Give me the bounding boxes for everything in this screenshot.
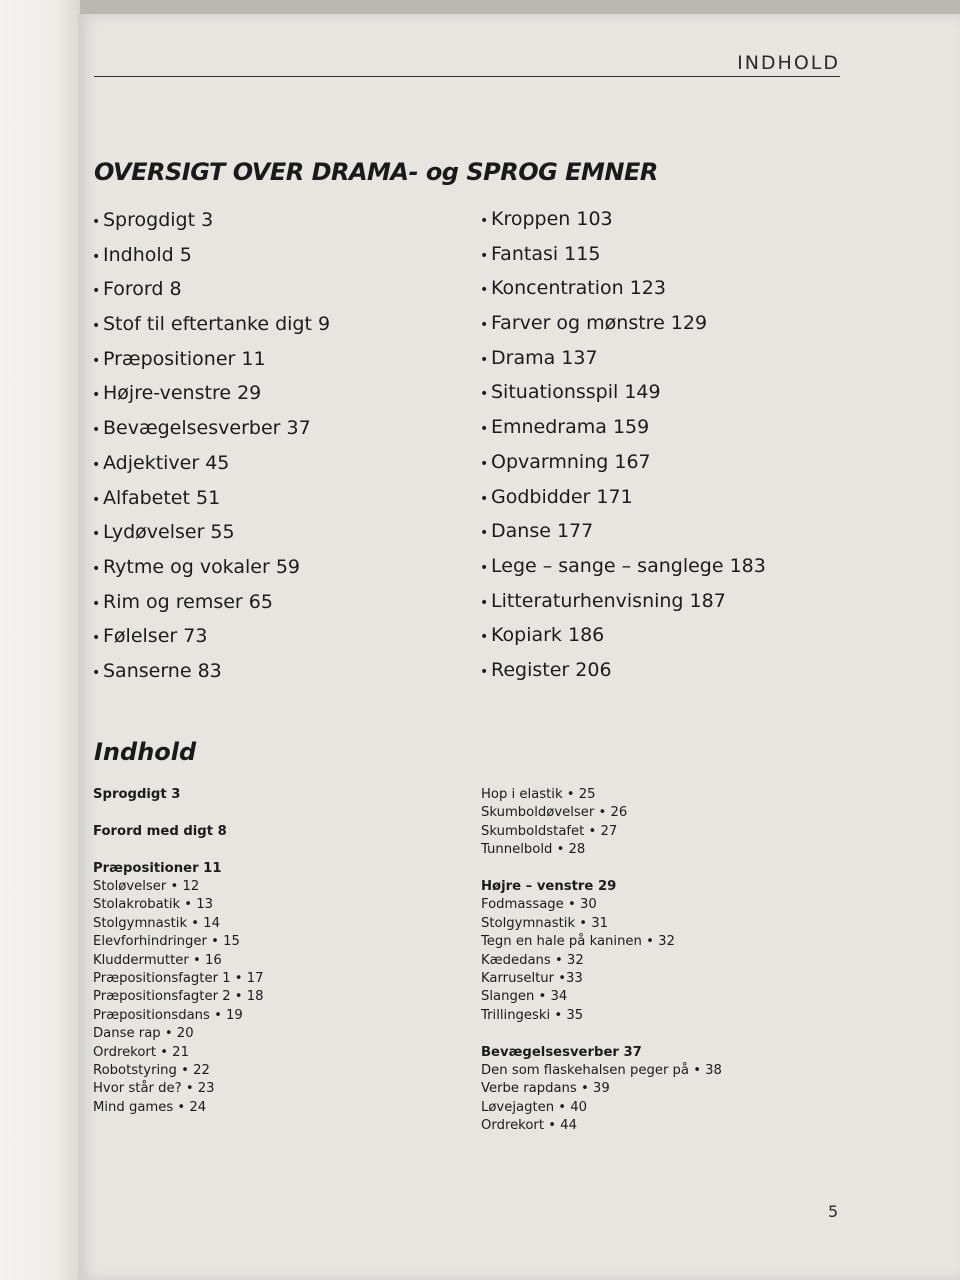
- topic-item: • Rytme og vokaler 59: [92, 550, 330, 585]
- running-head: INDHOLD: [94, 54, 840, 77]
- toc-entry: Stoløvelser • 12: [93, 879, 200, 894]
- bullet-icon: •: [92, 318, 101, 335]
- topic-item: • Sprogdigt 3: [92, 203, 330, 238]
- topic-item: • Stof til eftertanke digt 9: [92, 307, 330, 342]
- toc-entry: Skumboldøvelser • 26: [481, 805, 628, 821]
- topic-item: • Højre-venstre 29: [92, 376, 330, 411]
- toc-heading: Forord med digt 8: [93, 823, 227, 839]
- topic-list-right: [480, 202, 766, 688]
- topic-item: • Sanserne 83: [92, 654, 330, 689]
- bullet-icon: •: [480, 247, 489, 264]
- toc-entry: Karruseltur •33: [481, 971, 583, 987]
- indhold-title: Indhold: [94, 738, 197, 766]
- bullet-icon: •: [92, 664, 101, 681]
- bullet-icon: •: [480, 663, 489, 680]
- toc-entry: Hvor står de? • 23: [93, 1081, 215, 1097]
- page-number: 5: [828, 1202, 839, 1221]
- bullet-icon: •: [480, 559, 489, 576]
- bullet-icon: •: [92, 387, 101, 404]
- toc-entry: Stolgymnastik • 31: [481, 915, 609, 931]
- toc-entry: Mind games • 24: [93, 1099, 207, 1115]
- topic-item: • Situationsspil 149: [480, 375, 766, 410]
- toc-heading: Sprogdigt 3: [93, 787, 181, 802]
- bullet-icon: •: [92, 456, 101, 473]
- toc-entry: Hop i elastik • 25: [481, 787, 596, 802]
- topic-item: • Forord 8: [92, 272, 330, 307]
- topic-item: • Farver og mønstre 129: [480, 306, 766, 341]
- toc-entry: Elevforhindringer • 15: [93, 934, 240, 950]
- bullet-icon: •: [480, 213, 489, 229]
- topic-item: • Emnedrama 159: [480, 410, 766, 445]
- facing-page-edge: [0, 0, 80, 1280]
- topic-item: • Indhold 5: [92, 238, 330, 273]
- toc-entry: Ordrekort • 21: [93, 1044, 189, 1060]
- topic-item: • Kopiark 186: [480, 618, 766, 653]
- toc-column-right: [481, 786, 722, 1136]
- bullet-icon: •: [92, 595, 101, 612]
- topic-item: • Koncentration 123: [480, 271, 766, 306]
- toc-entry: Stolgymnastik • 14: [93, 915, 221, 931]
- toc-heading: Præpositioner 11: [93, 860, 222, 876]
- toc-entry: Skumboldstafet • 27: [481, 823, 618, 839]
- topic-item: • Alfabetet 51: [92, 481, 330, 516]
- topic-item: • Danse 177: [480, 514, 766, 549]
- bullet-icon: •: [92, 214, 101, 230]
- section-title: OVERSIGT OVER DRAMA- og SPROG EMNER: [94, 158, 658, 186]
- topic-item: • Lydøvelser 55: [92, 515, 330, 550]
- bullet-icon: •: [480, 455, 489, 472]
- topic-item: • Rim og remser 65: [92, 585, 330, 620]
- toc-entry: Præpositionsfagter 2 • 18: [93, 989, 264, 1005]
- toc-entry: Præpositionsfagter 1 • 17: [93, 971, 264, 987]
- toc-entry: Ordrekort • 44: [481, 1118, 577, 1134]
- bullet-icon: •: [92, 283, 101, 300]
- topic-item: • Bevægelsesverber 37: [92, 411, 330, 446]
- bullet-icon: •: [92, 248, 101, 265]
- toc-heading: Højre – venstre 29: [481, 879, 617, 895]
- toc-entry: Danse rap • 20: [93, 1026, 194, 1042]
- topic-list-left: [92, 203, 330, 689]
- bullet-icon: •: [92, 630, 101, 647]
- bullet-icon: •: [92, 352, 101, 369]
- toc-entry: Præpositionsdans • 19: [93, 1007, 243, 1023]
- toc-entry: Kædedans • 32: [481, 952, 584, 968]
- toc-entry: Løvejagten • 40: [481, 1099, 588, 1115]
- bullet-icon: •: [480, 282, 489, 299]
- toc-entry: Fodmassage • 30: [481, 897, 597, 913]
- topic-item: • Drama 137: [480, 341, 766, 376]
- bullet-icon: •: [480, 490, 489, 507]
- toc-entry: Kluddermutter • 16: [93, 952, 222, 968]
- toc-entry: Slangen • 34: [481, 989, 568, 1005]
- toc-heading: Bevægelsesverber 37: [481, 1044, 642, 1060]
- topic-item: • Opvarmning 167: [480, 445, 766, 480]
- topic-item: • Adjektiver 45: [92, 446, 330, 481]
- topic-item: • Lege – sange – sanglege 183: [480, 549, 766, 584]
- topic-item: • Fantasi 115: [480, 237, 766, 272]
- toc-entry: Den som flaskehalsen peger på • 38: [481, 1063, 722, 1079]
- bullet-icon: •: [480, 525, 489, 542]
- bullet-icon: •: [92, 422, 101, 439]
- topic-item: • Register 206: [480, 653, 766, 688]
- toc-column-left: [93, 786, 264, 1117]
- toc-entry: Tegn en hale på kaninen • 32: [481, 934, 675, 950]
- bullet-icon: •: [480, 421, 489, 438]
- topic-item: • Litteraturhenvisning 187: [480, 584, 766, 619]
- toc-entry: Tunnelbold • 28: [481, 842, 586, 858]
- bullet-icon: •: [480, 386, 489, 403]
- bullet-icon: •: [92, 526, 101, 543]
- bullet-icon: •: [480, 351, 489, 368]
- bullet-icon: •: [92, 491, 101, 508]
- bullet-icon: •: [480, 594, 489, 611]
- topic-item: • Godbidder 171: [480, 480, 766, 515]
- toc-entry: Robotstyring • 22: [93, 1063, 210, 1079]
- bullet-icon: •: [480, 629, 489, 646]
- topic-item: • Kroppen 103: [480, 202, 766, 237]
- toc-entry: Stolakrobatik • 13: [93, 897, 214, 913]
- bullet-icon: •: [480, 317, 489, 334]
- toc-entry: Trillingeski • 35: [481, 1007, 584, 1023]
- bullet-icon: •: [92, 560, 101, 577]
- topic-item: • Følelser 73: [92, 619, 330, 654]
- toc-entry: Verbe rapdans • 39: [481, 1081, 610, 1097]
- topic-item: • Præpositioner 11: [92, 342, 330, 377]
